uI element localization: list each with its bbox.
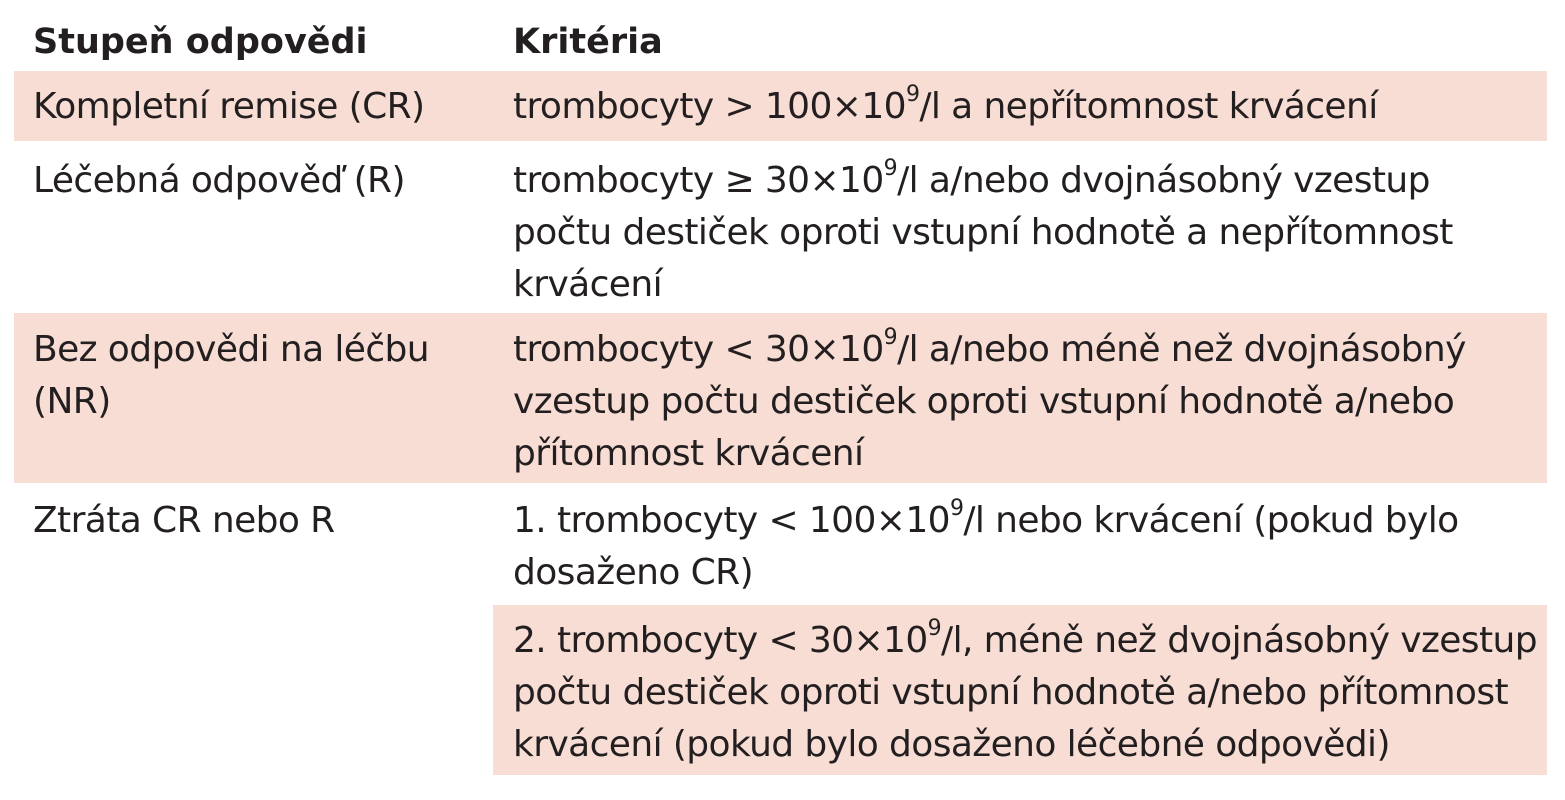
criteria-cell — [513, 155, 1453, 311]
grade-line: (NR) — [33, 381, 111, 422]
header-grade: Stupeň odpovědi — [33, 22, 368, 62]
grade-cell — [33, 495, 335, 547]
grade-cell — [33, 81, 425, 133]
grade-line: Ztráta CR nebo R — [33, 500, 335, 541]
criteria-line: počtu destiček oproti vstupní hodnotě a/nebo přítomnost — [513, 672, 1509, 713]
criteria-line: dosaženo CR) — [513, 552, 754, 593]
grade-line: Bez odpovědi na léčbu — [33, 329, 430, 370]
criteria-line: krvácení (pokud bylo dosaženo léčebné odpovědi) — [513, 724, 1390, 765]
grade-line: Léčebná odpověď (R) — [33, 160, 405, 201]
criteria-cell — [513, 615, 1537, 771]
criteria-cell — [513, 324, 1466, 480]
criteria-line: trombocyty < $30\times 10^9/l$ a/nebo méně než dvojnásobný — [513, 325, 1466, 370]
criteria-cell — [513, 81, 1378, 133]
header-criteria: Kritéria — [513, 22, 663, 62]
criteria-cell — [513, 495, 1459, 599]
grade-cell — [33, 155, 405, 207]
grade-line: Kompletní remise (CR) — [33, 86, 425, 127]
criteria-line: 2. trombocyty < $30\times 10^9/l$, méně než dvojnásobný vzestup — [513, 616, 1537, 661]
criteria-line: počtu destiček oproti vstupní hodnotě a nepřítomnost — [513, 212, 1453, 253]
criteria-line: přítomnost krvácení — [513, 433, 864, 474]
criteria-line: trombocyty > $100\times 10^9/l$ a nepřítomnost krvácení — [513, 82, 1378, 127]
criteria-line: 1. trombocyty < $100\times 10^9/l$ nebo krvácení (pokud bylo — [513, 496, 1459, 541]
grade-cell — [33, 324, 429, 428]
criteria-line: krvácení — [513, 264, 662, 305]
criteria-line: trombocyty ≥ $30\times 10^9/l$ a/nebo dvojnásobný vzestup — [513, 156, 1430, 201]
criteria-line: vzestup počtu destiček oproti vstupní hodnotě a/nebo — [513, 381, 1455, 422]
